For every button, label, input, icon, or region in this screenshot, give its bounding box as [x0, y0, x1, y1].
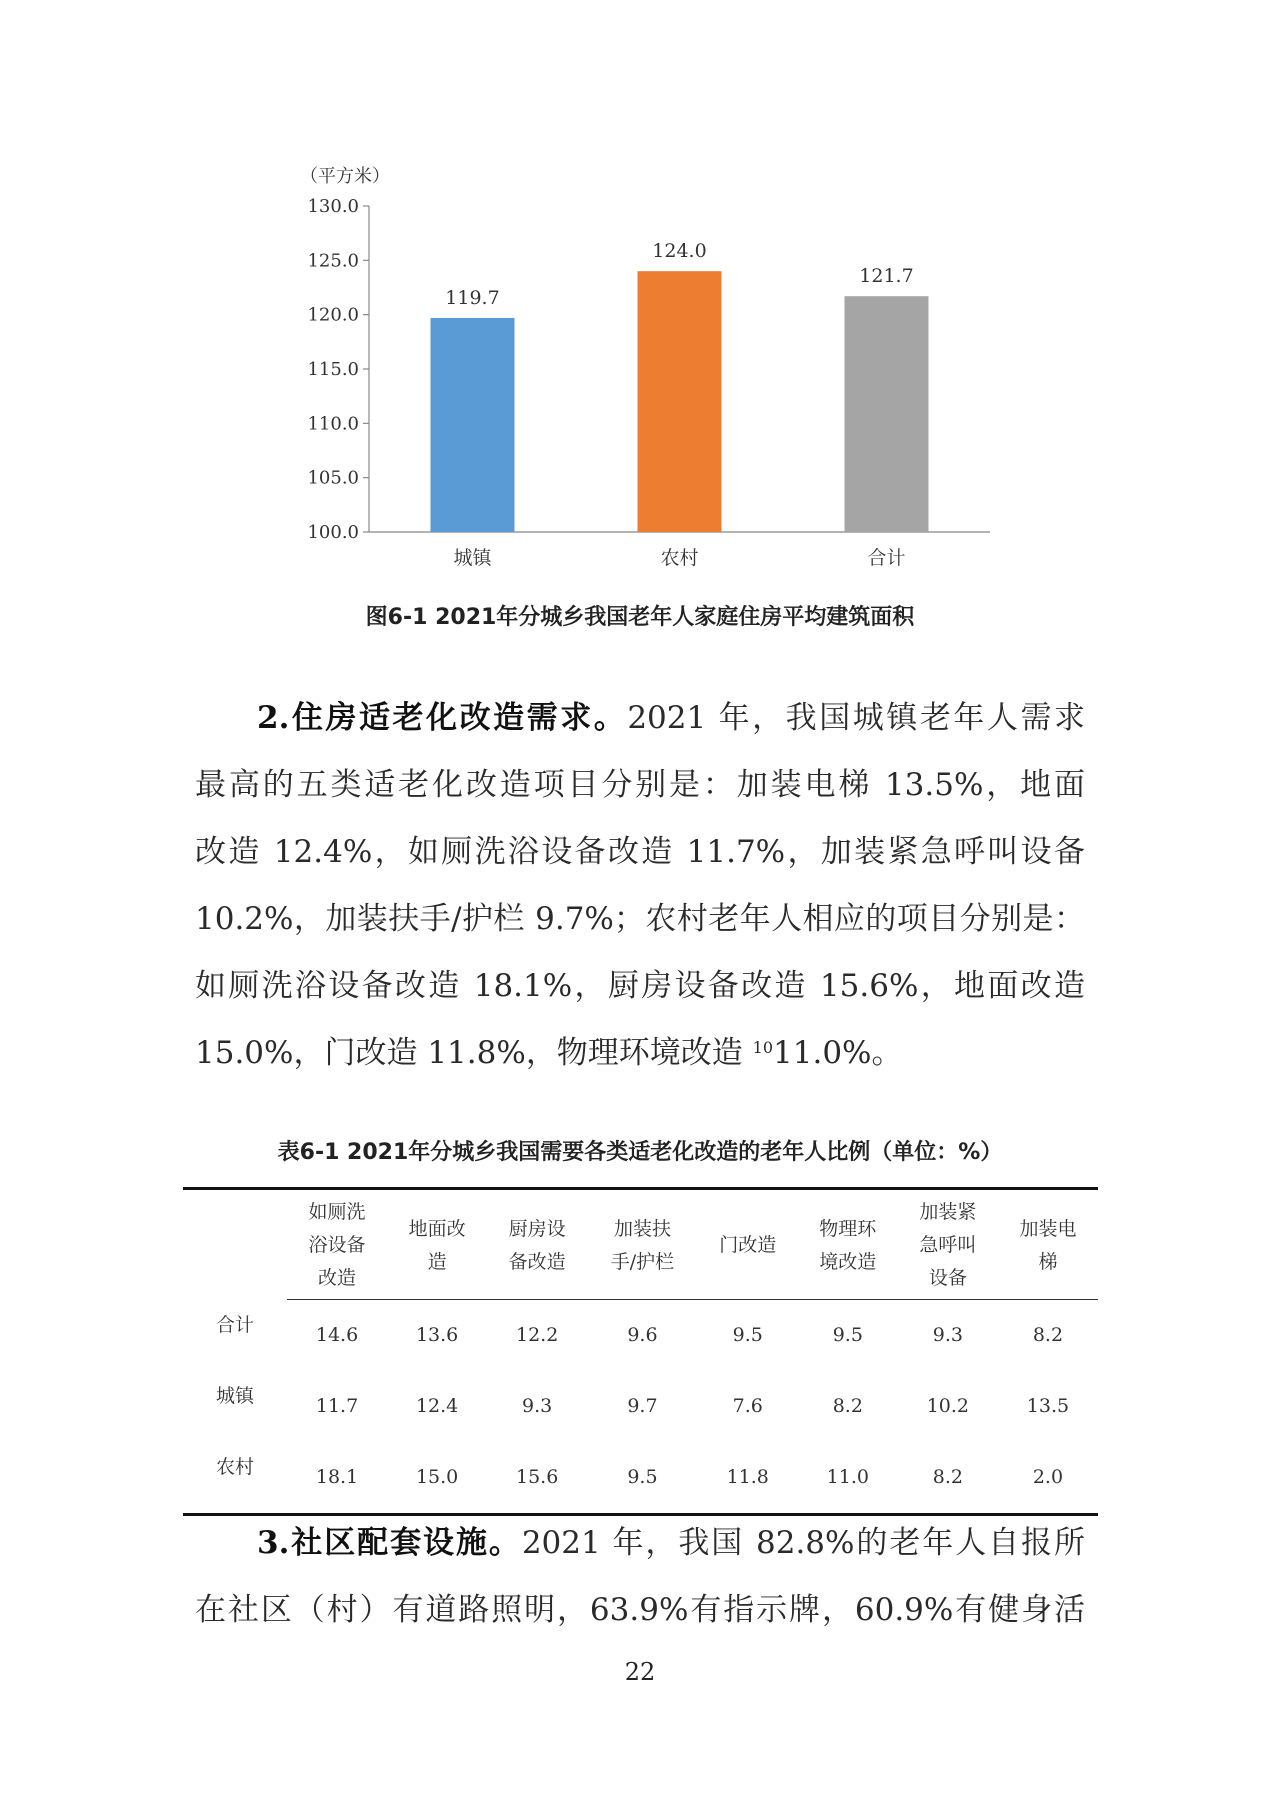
y-tick-label: 100.0 — [307, 522, 359, 543]
table-cell: 8.2 — [1032, 1324, 1064, 1347]
table-cell: 10.2 — [926, 1395, 970, 1417]
footnote-marker: 10 — [752, 1038, 774, 1057]
table-cell: 2.0 — [998, 1442, 1098, 1515]
table-cell: 9.3 — [522, 1395, 553, 1417]
para2-line-4: 10.2%，加装扶手/护栏 9.7%；农村老年人相应的项目分别是： — [195, 901, 1085, 937]
page-number: 22 — [624, 1658, 656, 1686]
para2-line-3: 改造 12.4%，如厕洗浴设备改造 11.7%，加装紧急呼叫设备 — [195, 834, 1085, 870]
table-cell: 7.6 — [732, 1395, 763, 1417]
row-label-total: 合计 — [215, 1313, 254, 1336]
x-tick-label: 城镇 — [453, 547, 492, 569]
bar-value-label: 119.7 — [445, 286, 500, 309]
bar-value-label: 121.7 — [859, 265, 914, 288]
table-row — [183, 1371, 1098, 1442]
para2-line-2: 最高的五类适老化改造项目分别是：加装电梯 13.5%，地面 — [195, 767, 1085, 803]
y-tick-label: 130.0 — [307, 196, 359, 217]
col-header-door: 门改造 — [698, 1189, 798, 1300]
table-cell: 8.2 — [832, 1395, 863, 1417]
table-cell: 14.6 — [315, 1324, 359, 1347]
col-header-toilet: 如厕洗 浴设备 改造 — [287, 1189, 387, 1300]
table-cell: 8.2 — [898, 1442, 998, 1515]
table-cell: 9.3 — [932, 1324, 963, 1347]
y-tick-label: 115.0 — [307, 359, 359, 380]
bar-value-label: 124.0 — [652, 240, 707, 263]
col-header-elevator: 加装电 梯 — [998, 1189, 1098, 1300]
table-cell: 15.6 — [487, 1442, 587, 1515]
table-cell: 15.0 — [387, 1442, 487, 1515]
y-tick-label: 125.0 — [307, 250, 359, 272]
y-tick-label: 105.0 — [307, 467, 359, 489]
table-cell: 9.5 — [732, 1324, 763, 1347]
x-tick-label: 合计 — [867, 547, 906, 569]
y-tick-label: 120.0 — [307, 304, 359, 326]
bar-2 — [638, 271, 722, 532]
table-header-row — [183, 1189, 1098, 1300]
table-cell: 18.1 — [287, 1442, 387, 1515]
para3-heading: 3.社区配套设施。 — [257, 1525, 522, 1561]
row-label-rural: 农村 — [183, 1442, 287, 1515]
paragraph-community-facilities — [195, 1510, 1085, 1644]
table-cell: 11.7 — [315, 1395, 359, 1417]
col-header-handrail: 加装扶 手/护栏 — [587, 1189, 698, 1300]
para3-line-1: 3.社区配套设施。2021 年，我国 82.8%的老年人自报所 — [257, 1525, 1085, 1561]
col-header-environment: 物理环 境改造 — [798, 1189, 898, 1300]
table-cell: 9.7 — [627, 1395, 658, 1417]
y-unit-label: （平方米） — [300, 166, 390, 187]
renovation-table — [183, 1187, 1098, 1516]
y-tick-label: 110.0 — [307, 413, 359, 435]
para2-heading: 2.住房适老化改造需求。 — [257, 700, 628, 736]
table-caption: 表6-1 2021年分城乡我国需要各类适老化改造的老年人比例（单位：%） — [277, 1140, 1003, 1165]
table-cell: 11.8 — [698, 1442, 798, 1515]
table-corner — [183, 1189, 287, 1300]
col-header-kitchen: 厨房设 备改造 — [487, 1189, 587, 1300]
para2-line-1: 2.住房适老化改造需求。2021 年，我国城镇老年人需求 — [257, 700, 1085, 736]
table-cell: 13.6 — [415, 1324, 459, 1347]
table-cell: 9.5 — [587, 1442, 698, 1515]
table-row — [183, 1442, 1098, 1515]
figure-caption: 图6-1 2021年分城乡我国老年人家庭住房平均建筑面积 — [365, 605, 915, 630]
col-header-emergency: 加装紧 急呼叫 设备 — [898, 1189, 998, 1300]
para3-line-2: 在社区（村）有道路照明，63.9%有指示牌，60.9%有健身活 — [195, 1592, 1085, 1628]
para2-line-5: 如厕洗浴设备改造 18.1%，厨房设备改造 15.6%，地面改造 — [195, 968, 1085, 1004]
para2-line-6: 15.0%，门改造 11.8%，物理环境改造 $^{10}$11.0%。 — [195, 1035, 903, 1071]
table-row — [183, 1300, 1098, 1371]
table-cell: 11.0 — [798, 1442, 898, 1515]
bar-chart — [270, 160, 1010, 580]
row-label-urban: 城镇 — [215, 1384, 254, 1407]
x-tick-label: 农村 — [660, 547, 699, 569]
table-cell: 12.2 — [516, 1324, 559, 1347]
bar-3 — [845, 296, 929, 532]
paragraph-housing-demand — [195, 685, 1085, 1087]
table-cell: 12.4 — [415, 1395, 459, 1417]
table-cell: 13.5 — [1026, 1395, 1070, 1417]
bar-1 — [431, 318, 515, 532]
col-header-floor: 地面改 造 — [387, 1189, 487, 1300]
table-cell: 9.6 — [627, 1324, 658, 1347]
table-cell: 9.5 — [832, 1324, 863, 1347]
